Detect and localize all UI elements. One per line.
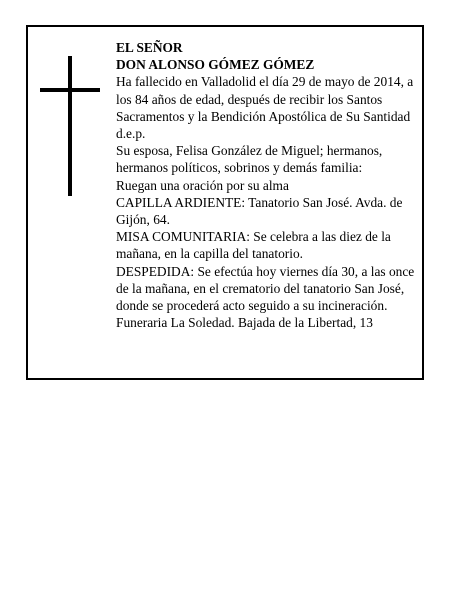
obituary-notice bbox=[26, 25, 424, 380]
mass-info: MISA COMUNITARIA: Se celebra a las diez de la mañana, en la capilla del tanatorio. bbox=[116, 229, 391, 262]
notice-text bbox=[116, 39, 418, 331]
cross-vertical-bar bbox=[68, 56, 72, 196]
family-mourners: Su esposa, Felisa González de Miguel; hermanos, hermanos políticos, sobrinos y demás familia: bbox=[116, 143, 383, 176]
funeral-home-info: Funeraria La Soledad. Bajada de la Libertad, 13 bbox=[116, 315, 373, 331]
cross-horizontal-bar bbox=[40, 88, 100, 92]
prayer-request: Ruegan una oración por su alma bbox=[116, 177, 289, 193]
death-announcement: Ha fallecido en Valladolid el día 29 de mayo de 2014, a los 84 años de edad, después de recibir los Santos Sacramentos y la Bendición Apostólica de Su Santidad d.e.p. bbox=[116, 74, 414, 142]
notice-title: EL SEÑOR bbox=[116, 40, 183, 55]
farewell-info: DESPEDIDA: Se efectúa hoy viernes día 30, a las once de la mañana, en el crematorio del tanatorio San José, donde se procederá acto seguido a su incineración. bbox=[116, 263, 415, 314]
deceased-name: DON ALONSO GÓMEZ GÓMEZ bbox=[116, 57, 315, 73]
chapel-info: CAPILLA ARDIENTE: Tanatorio San José. Avda. de Gijón, 64. bbox=[116, 194, 403, 228]
